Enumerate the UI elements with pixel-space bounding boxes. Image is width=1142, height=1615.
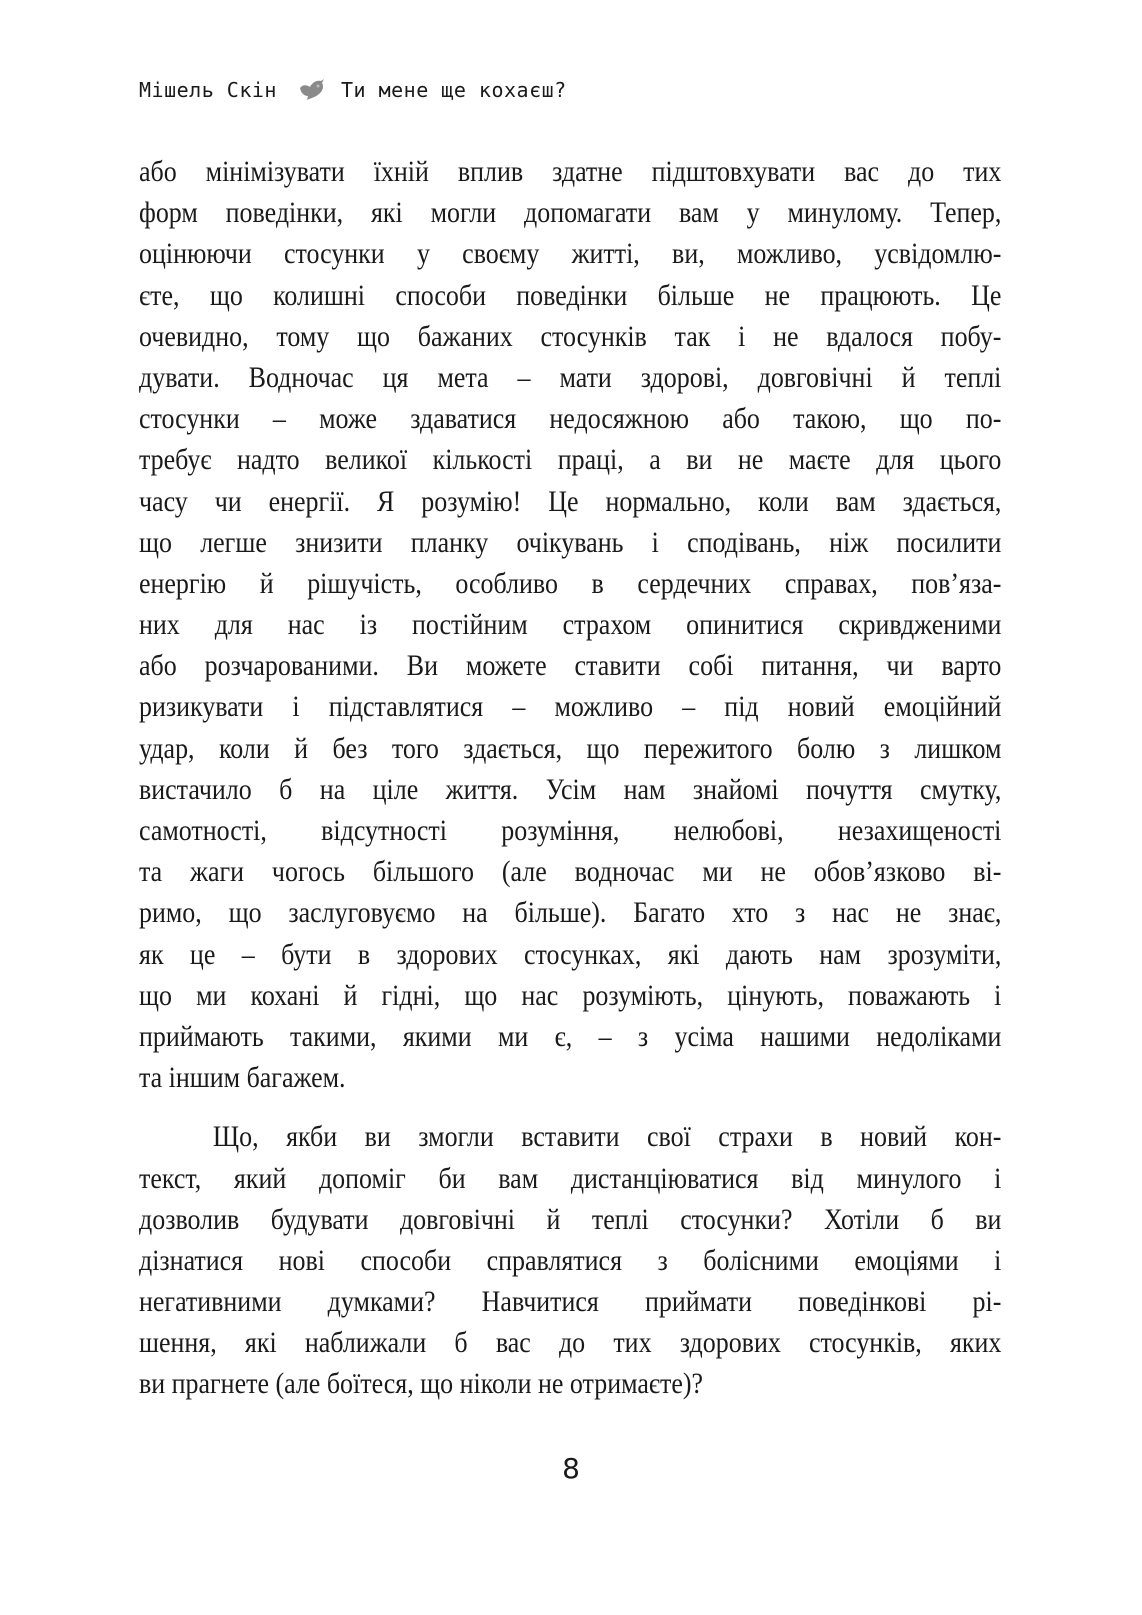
page-number: 8 bbox=[562, 1452, 580, 1485]
text-line: Що, якби ви змогли вставити свої страхи в новий кон- bbox=[212, 1121, 1002, 1154]
text-line: удар, коли й без того здається, що пережитого болю з лишком bbox=[139, 732, 1002, 765]
text-line: приймають такими, якими ми є, – з усіма нашими недоліками bbox=[139, 1020, 1002, 1053]
text-line: римо, що заслуговуємо на більше). Багато хто з нас не знає, bbox=[139, 897, 1002, 930]
text-line: єте, що колишні способи поведінки більше не працюють. Це bbox=[139, 279, 1002, 312]
text-line: ви прагнете (але боїтеся, що ніколи не отримаєте)? bbox=[139, 1368, 704, 1401]
paragraph-1 bbox=[139, 152, 1001, 1099]
text-line: очевидно, тому що бажаних стосунків так і не вдалося побу- bbox=[139, 320, 1002, 353]
paragraph-2 bbox=[139, 1117, 1001, 1405]
bird-icon bbox=[297, 78, 327, 102]
text-line: форм поведінки, які могли допомагати вам у минулому. Тепер, bbox=[139, 197, 1002, 230]
text-line: требує надто великої кількості праці, а ви не маєте для цього bbox=[139, 444, 1002, 477]
text-line: вистачило б на ціле життя. Усім нам знайомі почуття смутку, bbox=[139, 773, 1002, 806]
text-line: оцінюючи стосунки у своєму житті, ви, можливо, усвідомлю- bbox=[139, 238, 1002, 271]
text-line: ризикувати і підставлятися – можливо – під новий емоційний bbox=[139, 691, 1002, 724]
text-line: дозволив будувати довговічні й теплі стосунки? Хотіли б ви bbox=[139, 1203, 1002, 1236]
text-line: або мінімізувати їхній вплив здатне підштовхувати вас до тих bbox=[139, 156, 1002, 188]
text-line: шення, які наближали б вас до тих здорових стосунків, яких bbox=[139, 1327, 1002, 1360]
text-line: дувати. Водночас ця мета – мати здорові, довговічні й теплі bbox=[139, 361, 1002, 394]
text-line: стосунки – може здаватися недосяжною або такою, що по- bbox=[139, 403, 1002, 436]
paragraph-gap bbox=[139, 1099, 1001, 1117]
text-line: часу чи енергії. Я розумію! Це нормально, коли вам здається, bbox=[139, 485, 1002, 518]
book-title: Ти мене ще кохаєш? bbox=[340, 78, 567, 102]
text-line: та жаги чогось більшого (але водночас ми не обов’язково ві- bbox=[139, 856, 1002, 889]
text-line: або розчарованими. Ви можете ставити собі питання, чи варто bbox=[139, 650, 1002, 683]
text-line: що ми кохані й гідні, що нас розуміють, цінують, поважають і bbox=[139, 979, 1002, 1012]
text-line: що легше знизити планку очікувань і сподівань, ніж посилити bbox=[139, 526, 1002, 559]
text-line: текст, який допоміг би вам дистанціюватися від минулого і bbox=[139, 1162, 1002, 1195]
body-text bbox=[139, 152, 1001, 1406]
author-name: Мішель Скін bbox=[139, 78, 277, 102]
text-line: енергію й рішучість, особливо в сердечних справах, пов’яза- bbox=[139, 567, 1002, 600]
running-header bbox=[139, 78, 567, 102]
text-line: негативними думками? Навчитися приймати поведінкові рі- bbox=[139, 1286, 1002, 1319]
text-line: як це – бути в здорових стосунках, які дають нам зрозуміти, bbox=[139, 938, 1002, 971]
text-line: дізнатися нові способи справлятися з болісними емоціями і bbox=[139, 1244, 1002, 1277]
text-line: та іншим багажем. bbox=[139, 1062, 346, 1095]
text-line: самотності, відсутності розуміння, нелюбові, незахищеності bbox=[139, 815, 1002, 847]
text-line: них для нас із постійним страхом опинитися скривдженими bbox=[139, 609, 1002, 642]
